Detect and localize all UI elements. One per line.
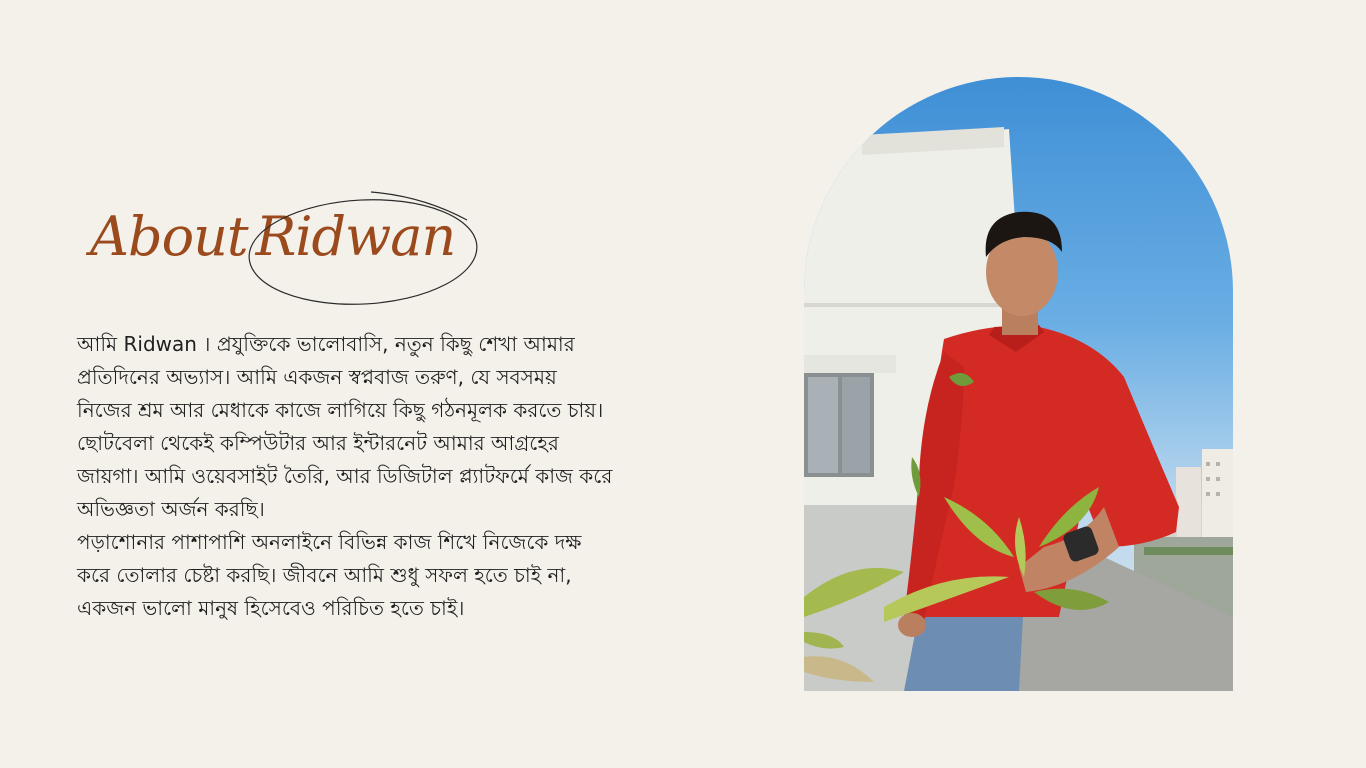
bio-line: জায়গা। আমি ওয়েবসাইট তৈরি, আর ডিজিটাল প্ল্যাটফর্মে কাজ করে — [77, 464, 613, 488]
title-word-name: Ridwan — [255, 205, 456, 268]
bio-line: করে তোলার চেষ্টা করছি। জীবনে আমি শুধু সফল হতে চাই না, — [77, 563, 572, 587]
bio-line: প্রতিদিনের অভ্যাস। আমি একজন স্বপ্নবাজ তরুণ, যে সবসময় — [77, 365, 557, 389]
bio-line: অভিজ্ঞতা অর্জন করছি। — [77, 497, 265, 521]
bio-line: আমি Ridwan । প্রযুক্তিকে ভালোবাসি, নতুন কিছু শেখা আমার — [77, 332, 575, 356]
bio-line: নিজের শ্রম আর মেধাকে কাজে লাগিয়ে কিছু গঠনমূলক করতে চায়। — [77, 398, 604, 422]
page-title — [90, 205, 456, 268]
profile-photo — [804, 77, 1233, 691]
bio-line: পড়াশোনার পাশাপাশি অনলাইনে বিভিন্ন কাজ শিখে নিজেকে দক্ষ — [77, 530, 582, 554]
profile-photo-illustration — [804, 77, 1233, 691]
bio-line: একজন ভালো মানুষ হিসেবেও পরিচিত হতে চাই। — [77, 596, 465, 620]
bio-line: ছোটবেলা থেকেই কম্পিউটার আর ইন্টারনেট আমার আগ্রহের — [77, 431, 559, 455]
bio-text — [77, 328, 737, 625]
title-word-about: About — [90, 205, 248, 268]
